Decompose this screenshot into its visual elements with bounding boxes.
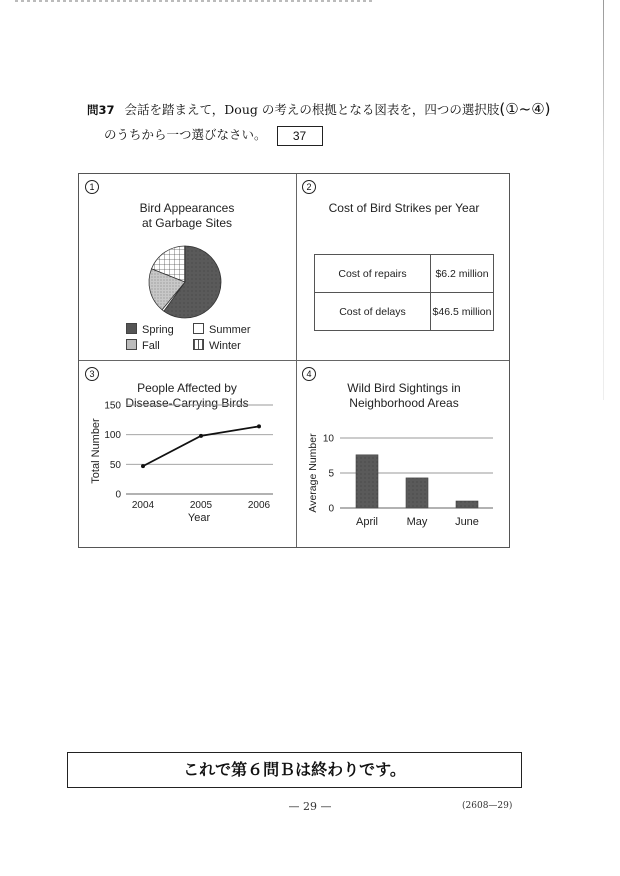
choice-marker-4: 4	[302, 367, 316, 381]
end-notice-text: これで第６問Ｂは終わりです。	[183, 760, 406, 779]
pie-chart	[79, 174, 295, 360]
panel-4-bar[interactable]	[296, 361, 512, 547]
legend-label-winter: Winter	[209, 340, 241, 352]
line-point-2005	[199, 434, 203, 438]
table-cell-item: Cost of repairs	[315, 255, 431, 293]
table-row	[315, 293, 494, 331]
line-title-line2: Disease-Carrying Birds	[125, 396, 249, 410]
y-tick-label: 5	[328, 468, 334, 480]
bar-chart	[296, 361, 512, 547]
legend-swatch-winter	[193, 339, 204, 350]
bar-may	[406, 478, 428, 508]
legend-label-spring: Spring	[142, 324, 174, 336]
legend-winter	[193, 339, 241, 352]
end-notice-box	[67, 752, 522, 788]
question-text-2: のうちから一つ選びなさい。	[104, 127, 267, 142]
x-tick-label: April	[355, 516, 379, 528]
pie-title-line1: Bird Appearances	[139, 201, 235, 215]
y-tick-label: 150	[104, 400, 121, 412]
panel-2-table[interactable]	[296, 174, 512, 360]
bar-june	[456, 501, 478, 508]
y-tick-label: 0	[328, 503, 334, 515]
line-chart	[79, 361, 295, 547]
legend-swatch-fall	[126, 339, 137, 350]
table-title: Cost of Bird Strikes per Year	[328, 201, 480, 215]
choices-grid	[78, 173, 510, 548]
table-cell-value: $6.2 million	[431, 255, 494, 293]
table-cell-item: Cost of delays	[315, 293, 431, 331]
x-tick-label: June	[455, 516, 479, 528]
y-axis-label: Average Number	[307, 433, 319, 513]
legend-label-fall: Fall	[142, 340, 160, 352]
bar-title-line2: Neighborhood Areas	[349, 396, 459, 410]
x-tick-label: 2006	[247, 500, 271, 511]
question-prompt-line1	[87, 100, 551, 118]
choices-range: (①~④)	[499, 100, 551, 118]
x-tick-label: 2005	[189, 500, 213, 511]
line-series	[143, 426, 259, 466]
table-cell-value: $46.5 million	[431, 293, 494, 331]
legend-summer	[193, 323, 251, 336]
question-prompt-line2	[104, 125, 323, 146]
y-tick-label: 100	[104, 430, 121, 442]
bar-title-line1: Wild Bird Sightings in	[347, 381, 461, 395]
y-axis-label: Total Number	[90, 418, 102, 484]
legend-swatch-summer	[193, 323, 204, 334]
x-axis-label: Year	[187, 512, 211, 524]
page-code: (2608—29)	[462, 801, 513, 811]
x-tick-label: 2004	[131, 500, 155, 511]
panel-1-pie[interactable]	[79, 174, 295, 360]
cost-table	[314, 254, 494, 331]
bar-april	[356, 455, 378, 508]
scan-artifact-right	[603, 0, 604, 400]
choice-marker-3: 3	[85, 367, 99, 381]
choice-marker-2: 2	[302, 180, 316, 194]
line-point-2004	[141, 464, 145, 468]
line-title-line1: People Affected by	[137, 381, 237, 395]
y-tick-label: 10	[322, 433, 334, 445]
choice-marker-1: 1	[85, 180, 99, 194]
x-tick-label: May	[406, 516, 428, 528]
pie-title-line2: at Garbage Sites	[141, 216, 233, 230]
answer-box[interactable]: 37	[277, 126, 323, 146]
line-point-2006	[257, 424, 261, 428]
scan-artifact-top	[15, 0, 375, 2]
question-text-1: 会話を踏まえて，Doug の考えの根拠となる図表を，四つの選択肢	[124, 102, 500, 117]
panel-3-line[interactable]	[79, 361, 295, 547]
legend-label-summer: Summer	[209, 324, 251, 336]
legend-fall	[126, 339, 160, 352]
question-number: 問37	[87, 103, 115, 117]
y-tick-label: 0	[115, 489, 121, 501]
table-row	[315, 255, 494, 293]
legend-swatch-spring	[126, 323, 137, 334]
page-number: — 29 —	[288, 800, 332, 813]
legend-spring	[126, 323, 174, 336]
y-tick-label: 50	[109, 459, 121, 471]
